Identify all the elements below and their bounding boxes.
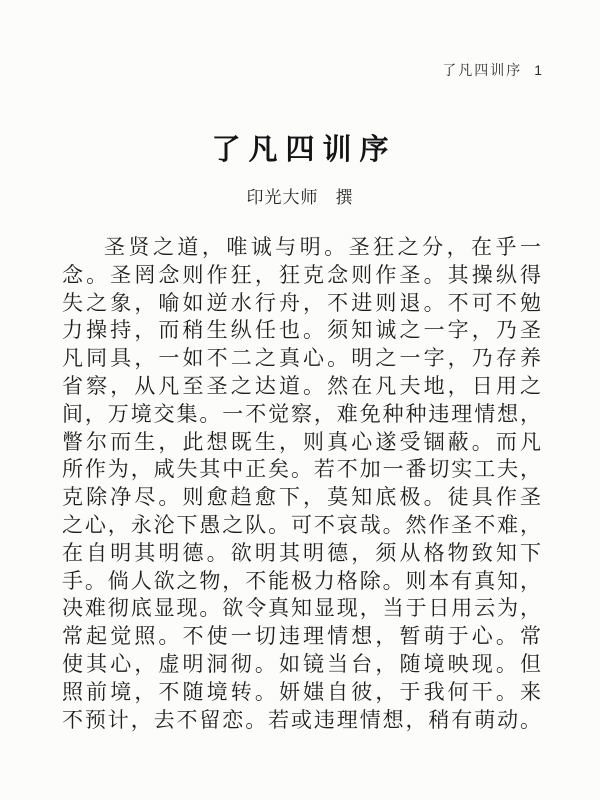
text-line: 克除净尽。则愈趋愈下，莫知底极。徒具作圣 xyxy=(62,485,541,510)
page-title: 了凡四训序 xyxy=(211,134,397,166)
text-line: 照前境，不随境转。妍媸自彼，于我何干。来 xyxy=(62,679,541,704)
text-line: 在自明其明德。欲明其明德，须从格物致知下 xyxy=(62,540,541,565)
author-role: 撰 xyxy=(335,188,354,207)
text-line: 失之象，喻如逆水行舟，不进则退。不可不勉 xyxy=(62,290,541,315)
text-line: 常起觉照。不使一切违理情想，暂萌于心。常 xyxy=(62,624,541,649)
text-line: 省察，从凡至圣之达道。然在凡夫地，日用之 xyxy=(62,373,541,398)
running-header-title: 了凡四训序 xyxy=(442,62,523,78)
running-header xyxy=(442,60,542,80)
body-text xyxy=(62,234,541,734)
text-line: 圣贤之道，唯诚与明。圣狂之分，在乎一 xyxy=(104,235,541,259)
text-line: 所作为，咸失其中正矣。若不加一番切实工夫， xyxy=(62,457,541,482)
author-name: 印光大师 xyxy=(246,188,319,207)
text-line: 念。圣罔念则作狂，狂克念则作圣。其操纵得 xyxy=(62,262,541,287)
text-line: 间，万境交集。一不觉察，难免种种违理情想， xyxy=(62,401,541,426)
text-line: 力操持，而稍生纵任也。须知诚之一字，乃圣 xyxy=(62,318,541,343)
text-line: 之心，永沦下愚之队。可不哀哉。然作圣不难， xyxy=(62,512,541,537)
byline xyxy=(0,183,600,208)
text-line: 决难彻底显现。欲令真知显现，当于日用云为， xyxy=(62,596,541,621)
text-line: 凡同具，一如不二之真心。明之一字，乃存养 xyxy=(62,346,541,371)
text-line: 瞥尔而生，此想既生，则真心遂受锢蔽。而凡 xyxy=(62,429,541,454)
page-number: 1 xyxy=(534,62,542,78)
text-line: 不预计，去不留恋。若或违理情想，稍有萌动。 xyxy=(62,707,541,732)
text-line: 手。倘人欲之物，不能极力格除。则本有真知， xyxy=(62,568,541,593)
text-line: 使其心，虚明洞彻。如镜当台，随境映现。但 xyxy=(62,651,541,676)
